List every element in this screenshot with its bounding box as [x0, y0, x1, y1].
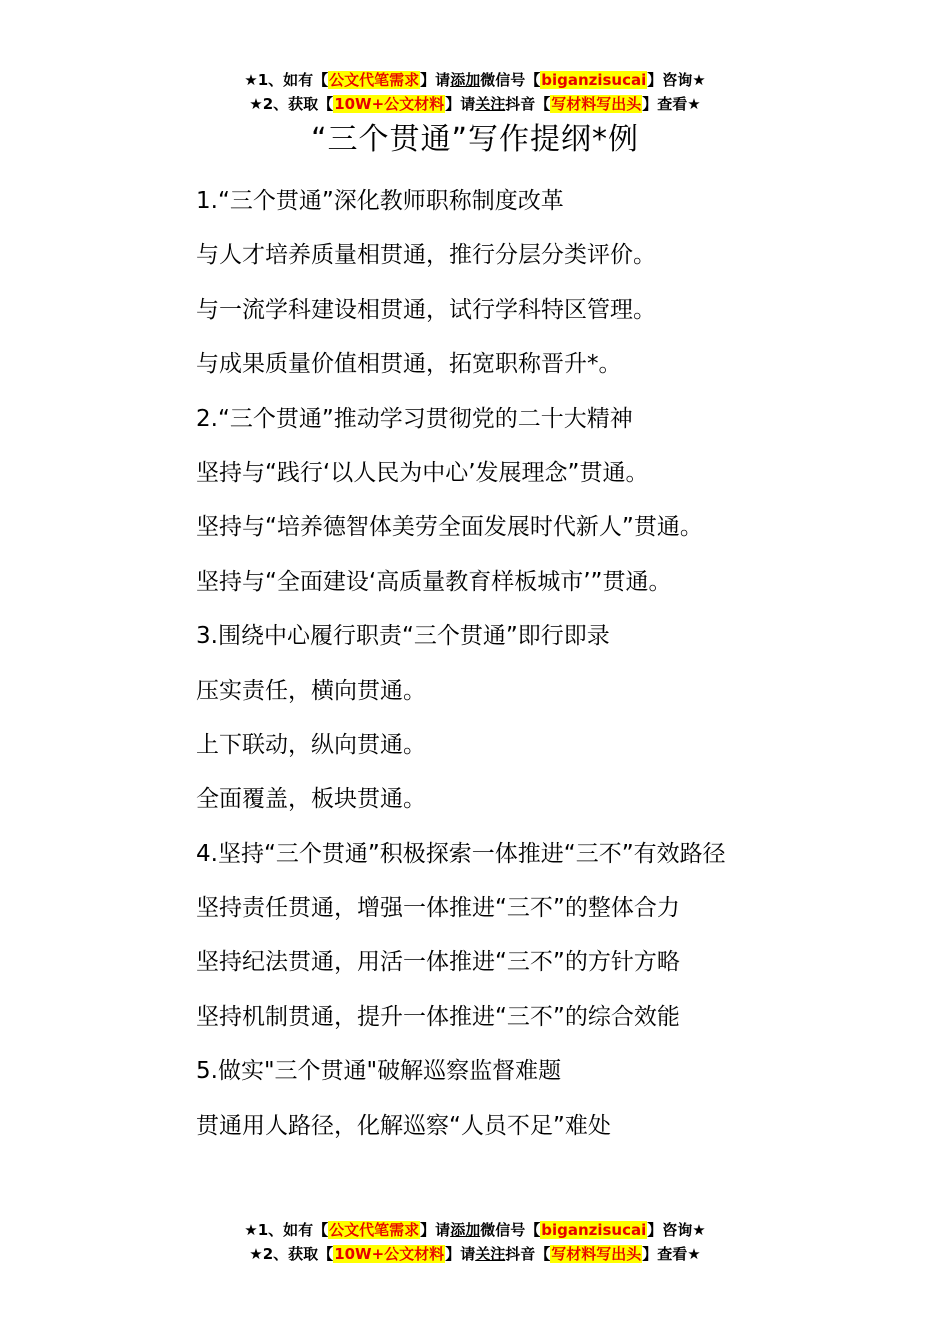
- wechat-id-highlight: biganzisucai: [541, 71, 647, 89]
- paragraph: 与人才培养质量相贯通，推行分层分类评价。: [196, 242, 656, 269]
- promo-line-2: ★2、获取【10W+公文材料】请关注抖音【写材料写出头】查看★: [249, 95, 701, 113]
- promo-line-1: ★1、如有【公文代笔需求】请添加微信号【biganzisucai】咨询★: [244, 1221, 706, 1239]
- promo-line-2: ★2、获取【10W+公文材料】请关注抖音【写材料写出头】查看★: [249, 1245, 701, 1263]
- promo-highlight: 10W+公文材料: [334, 1245, 445, 1263]
- paragraph: 坚持纪法贯通，用活一体推进“三不”的方针方略: [196, 949, 680, 976]
- wechat-id-highlight: biganzisucai: [541, 1221, 647, 1239]
- promo-highlight: 10W+公文材料: [334, 95, 445, 113]
- document-body: [144, 174, 824, 1153]
- promo-highlight: 公文代笔需求: [329, 1221, 420, 1239]
- promo-highlight: 公文代笔需求: [329, 71, 420, 89]
- paragraph: 全面覆盖，板块贯通。: [196, 786, 426, 813]
- douyin-name-highlight: 写材料写出头: [551, 95, 642, 113]
- paragraph: 坚持责任贯通，增强一体推进“三不”的整体合力: [196, 894, 680, 921]
- paragraph: 贯通用人路径，化解巡察“人员不足”难处: [196, 1112, 611, 1139]
- footer-promo-banner: [0, 1218, 950, 1266]
- promo-line-1: ★1、如有【公文代笔需求】请添加微信号【biganzisucai】咨询★: [244, 71, 706, 89]
- douyin-name-highlight: 写材料写出头: [551, 1245, 642, 1263]
- section-heading: 4.坚持“三个贯通”积极探索一体推进“三不”有效路径: [196, 840, 726, 867]
- section-heading: 2.“三个贯通”推动学习贯彻党的二十大精神: [196, 405, 633, 432]
- paragraph: 坚持机制贯通，提升一体推进“三不”的综合效能: [196, 1003, 680, 1030]
- paragraph: 坚持与“全面建设‘高质量教育样板城市’”贯通。: [196, 568, 672, 595]
- paragraph: 坚持与“践行‘以人民为中心’发展理念”贯通。: [196, 460, 649, 487]
- section-heading: 1.“三个贯通”深化教师职称制度改革: [196, 188, 564, 214]
- section-heading: 3.围绕中心履行职责“三个贯通”即行即录: [196, 623, 610, 650]
- paragraph: 上下联动，纵向贯通。: [196, 732, 426, 759]
- header-promo-banner: [0, 68, 950, 116]
- paragraph: 与一流学科建设相贯通，试行学科特区管理。: [196, 296, 656, 323]
- paragraph: 压实责任，横向贯通。: [196, 677, 426, 704]
- section-heading: 5.做实"三个贯通"破解巡察监督难题: [196, 1058, 562, 1085]
- document-title: “三个贯通”写作提纲*例: [310, 122, 640, 157]
- paragraph: 坚持与“培养德智体美劳全面发展时代新人”贯通。: [196, 514, 703, 541]
- paragraph: 与成果质量价值相贯通，拓宽职称晋升*。: [196, 351, 622, 378]
